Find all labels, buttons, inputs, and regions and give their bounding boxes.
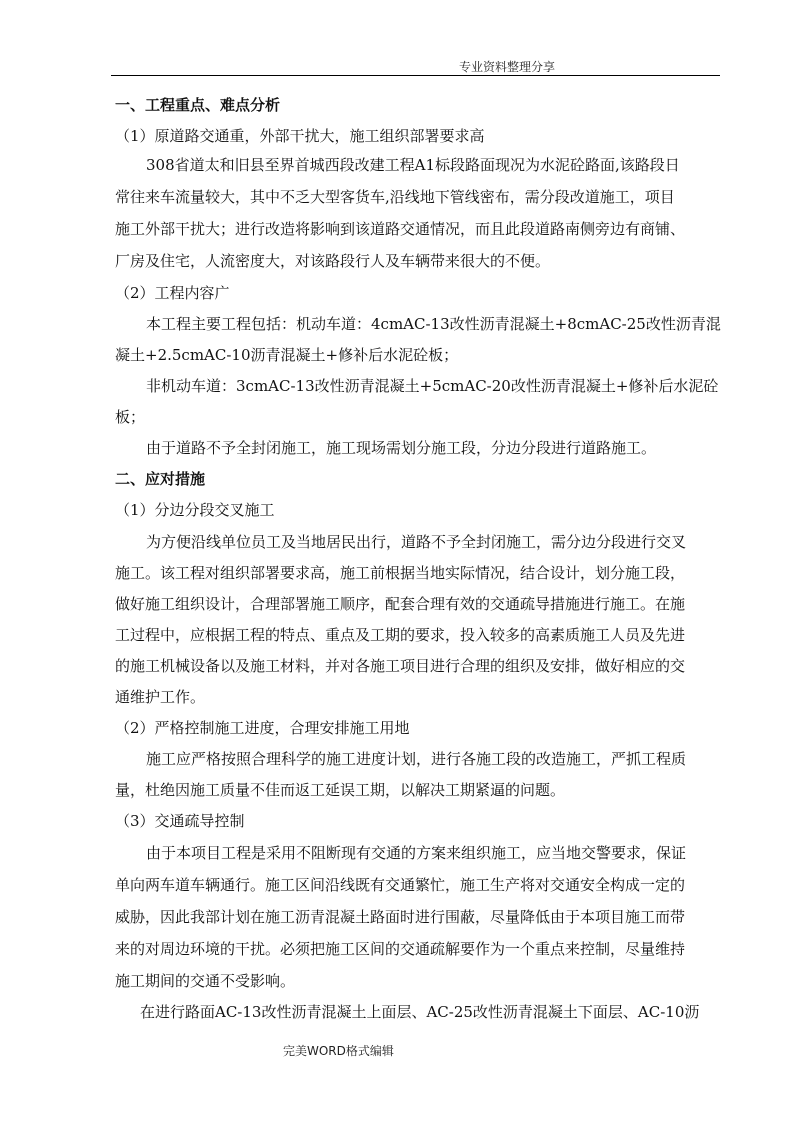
paragraph-line: 的施工机械设备以及施工材料，并对各施工项目进行合理的组织及安排，做好相应的交 bbox=[115, 657, 686, 675]
paragraph-line: 来的对周边环境的干扰。必须把施工区间的交通疏解要作为一个重点来控制，尽量维持 bbox=[115, 940, 686, 958]
paragraph-line: 威胁，因此我部计划在施工沥青混凝土路面时进行围蔽，尽量降低由于本项目施工而带 bbox=[115, 908, 686, 926]
paragraph-line: 本工程主要工程包括：机动车道：4cmAC-13改性沥青混凝土+8cmAC-25改性沥青混 bbox=[146, 315, 721, 333]
paragraph-line: 非机动车道：3cmAC-13改性沥青混凝土+5cmAC-20改性沥青混凝土+修补后水泥砼 bbox=[146, 377, 719, 395]
paragraph-line: 施工期间的交通不受影响。 bbox=[115, 972, 296, 990]
paragraph-line: 量，杜绝因施工质量不佳而返工延误工期，以解决工期紧逼的问题。 bbox=[115, 781, 566, 799]
paragraph-line: 板； bbox=[115, 408, 146, 426]
paragraph-line: 308省道太和旧县至界首城西段改建工程A1标段路面现况为水泥砼路面,该路段日 bbox=[146, 156, 680, 174]
section-heading: 二、应对措施 bbox=[115, 470, 206, 488]
paragraph-line: 通维护工作。 bbox=[115, 688, 206, 706]
subheading: （2）严格控制施工进度，合理安排施工用地 bbox=[115, 719, 410, 737]
header-rule bbox=[111, 75, 720, 76]
subheading: （1）分边分段交叉施工 bbox=[115, 501, 275, 519]
paragraph-line: 为方便沿线单位员工及当地居民出行，道路不予全封闭施工，需分边分段进行交叉 bbox=[146, 533, 687, 551]
paragraph-line: 由于本项目工程是采用不阻断现有交通的方案来组织施工，应当地交警要求，保证 bbox=[146, 844, 687, 862]
page-footer-text: 完美WORD格式编辑 bbox=[283, 1044, 394, 1058]
paragraph-line: 工过程中，应根据工程的特点、重点及工期的要求，投入较多的高素质施工人员及先进 bbox=[115, 626, 686, 644]
page-header-text: 专业资料整理分享 bbox=[459, 60, 556, 74]
paragraph-line: 单向两车道车辆通行。施工区间沿线既有交通繁忙，施工生产将对交通安全构成一定的 bbox=[115, 876, 686, 894]
paragraph-line: 常往来车流量较大，其中不乏大型客货车,沿线地下管线密布，需分段改道施工，项目 bbox=[115, 188, 675, 206]
subheading: （1）原道路交通重，外部干扰大，施工组织部署要求高 bbox=[115, 127, 485, 145]
paragraph-line: 施工。该工程对组织部署要求高，施工前根据当地实际情况，结合设计，划分施工段， bbox=[115, 564, 686, 582]
paragraph-line: 凝土+2.5cmAC-10沥青混凝土+修补后水泥砼板； bbox=[115, 346, 459, 364]
paragraph-line: 厂房及住宅，人流密度大，对该路段行人及车辆带来很大的不便。 bbox=[115, 252, 551, 270]
paragraph-line: 做好施工组织设计，合理部署施工顺序，配套合理有效的交通疏导措施进行施工。在施 bbox=[115, 595, 686, 613]
paragraph-line: 由于道路不予全封闭施工，施工现场需划分施工段，分边分段进行道路施工。 bbox=[146, 439, 657, 457]
subheading: （3）交通疏导控制 bbox=[115, 812, 245, 830]
paragraph-line: 施工外部干扰大；进行改造将影响到该道路交通情况，而且此段道路南侧旁边有商铺、 bbox=[115, 220, 686, 238]
subheading: （2）工程内容广 bbox=[115, 284, 230, 302]
paragraph-line: 在进行路面AC-13改性沥青混凝土上面层、AC-25改性沥青混凝土下面层、AC-10沥 bbox=[140, 1003, 700, 1021]
section-heading: 一、工程重点、难点分析 bbox=[115, 96, 281, 114]
paragraph-line: 施工应严格按照合理科学的施工进度计划，进行各施工段的改造施工，严抓工程质 bbox=[146, 750, 687, 768]
